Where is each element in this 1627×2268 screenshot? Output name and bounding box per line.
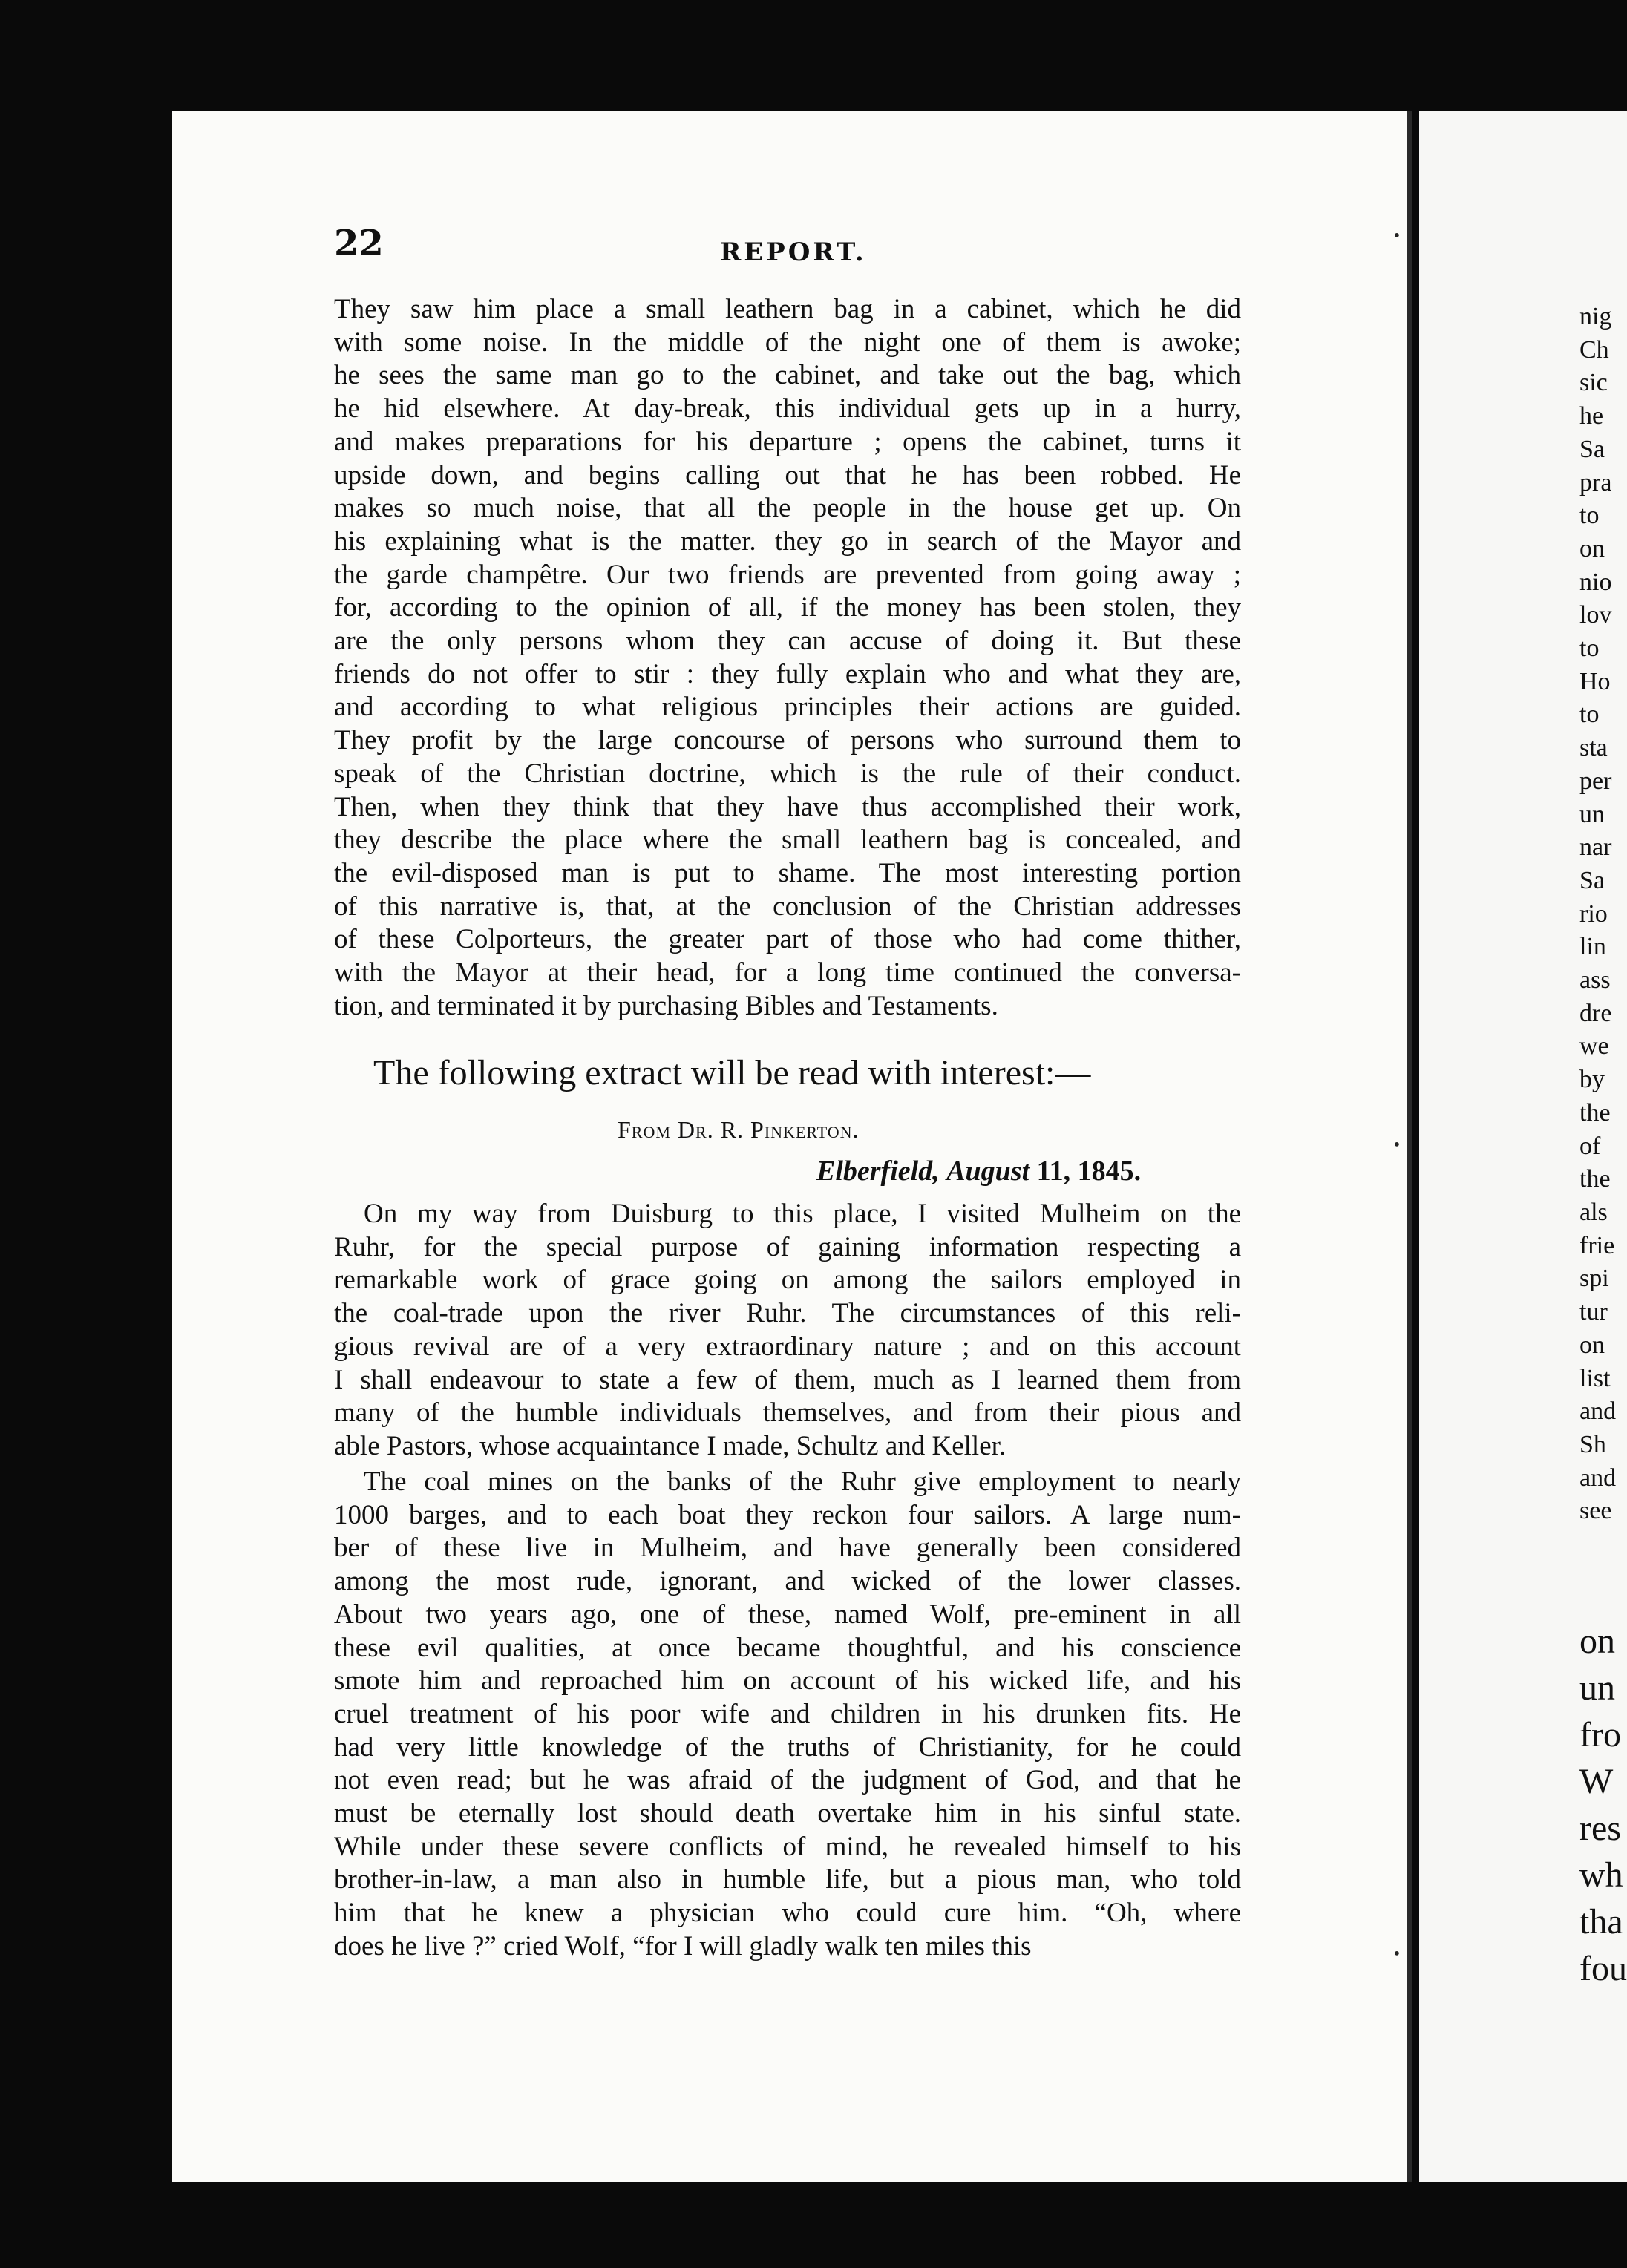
right-page-fragment: fro	[1579, 1715, 1621, 1754]
text-line: I shall endeavour to state a few of them, much as I learned them from	[334, 1364, 1241, 1395]
text-line: Then, when they think that they have thus accomplished their work,	[334, 791, 1241, 822]
right-page-fragment: un	[1579, 1668, 1615, 1708]
text-line: they describe the place where the small leathern bag is concealed, and	[334, 825, 1241, 856]
right-page-fragment: lin	[1579, 933, 1606, 961]
text-line: are the only persons whom they can accuse of doing it. But these	[334, 626, 1241, 657]
text-line: with some noise. In the middle of the night one of them is awoke;	[334, 327, 1241, 358]
text-line: must be eternally lost should death overtake him in his sinful state.	[334, 1798, 1241, 1829]
text-line: many of the humble individuals themselves, and from their pious and	[334, 1397, 1241, 1429]
text-line: cruel treatment of his poor wife and children in his drunken fits. He	[334, 1698, 1241, 1729]
text-line: had very little knowledge of the truths of Christianity, for he could	[334, 1731, 1241, 1763]
page-number: 22	[334, 223, 384, 264]
right-page-fragment: of	[1579, 1132, 1601, 1160]
right-page-fragment: nio	[1579, 568, 1612, 596]
text-line: speak of the Christian doctrine, which is the rule of their conduct.	[334, 758, 1241, 789]
text-line: with the Mayor at their head, for a long time continued the conversa-	[334, 957, 1241, 989]
right-page-fragment: we	[1579, 1032, 1609, 1061]
right-page-fragment: tha	[1579, 1902, 1623, 1941]
text-line: They saw him place a small leathern bag in a cabinet, which he did	[334, 294, 1241, 324]
right-page-fragment: als	[1579, 1198, 1608, 1226]
right-page-fragment: the	[1579, 1098, 1611, 1127]
right-page-fragment: he	[1579, 402, 1604, 430]
right-page-fragment: rio	[1579, 899, 1608, 928]
text-line: ber of these live in Mulheim, and have generally been considered	[334, 1533, 1241, 1564]
right-page-fragment: dre	[1579, 999, 1612, 1027]
text-line: remarkable work of grace going on among the sailors employed in	[334, 1265, 1241, 1296]
right-page-fragment: Ch	[1579, 335, 1609, 364]
text-line: gious revival are of a very extraordinary nature ; and on this account	[334, 1331, 1241, 1362]
text-line: the garde champêtre. Our two friends are prevented from going away ;	[334, 559, 1241, 590]
text-line: these evil qualities, at once became thoughtful, and his conscience	[334, 1632, 1241, 1663]
right-page-fragment: and	[1579, 1397, 1617, 1426]
right-page-fragment: spi	[1579, 1265, 1609, 1293]
right-page-fragment: res	[1579, 1809, 1621, 1848]
paragraph-1	[334, 293, 1241, 1023]
text-line: friends do not offer to stir : they fully explain who and what they are,	[334, 658, 1241, 689]
text-line: upside down, and begins calling out that he has been robbed. He	[334, 459, 1241, 491]
text-line: They profit by the large concourse of persons who surround them to	[334, 725, 1241, 756]
binding-mark: •	[1392, 1135, 1401, 1153]
dateline	[816, 1155, 1141, 1187]
paragraph-3	[334, 1466, 1241, 1964]
right-page-fragment: ass	[1579, 966, 1611, 994]
text-line: of this narrative is, that, at the conclusion of the Christian addresses	[334, 891, 1241, 922]
right-page-fragment: to	[1579, 701, 1600, 729]
text-line: he sees the same man go to the cabinet, and take out the bag, which	[334, 360, 1241, 391]
paragraph-2	[334, 1198, 1241, 1464]
right-page-column-small	[1579, 301, 1627, 1528]
text-line: brother-in-law, a man also in humble life, but a pious man, who told	[334, 1864, 1241, 1895]
right-page-fragment: Sa	[1579, 866, 1605, 894]
right-page-fragment: Sa	[1579, 435, 1605, 463]
text-line: Ruhr, for the special purpose of gaining information respecting a	[334, 1231, 1241, 1262]
right-page-fragment: fou	[1579, 1949, 1627, 1988]
from-line: From Dr. R. Pinkerton.	[618, 1116, 860, 1143]
right-page-fragment: to	[1579, 502, 1600, 530]
text-line: The coal mines on the banks of the Ruhr give employment to nearly	[364, 1466, 1241, 1497]
binding-mark: •	[1392, 1944, 1401, 1962]
running-head: REPORT.	[720, 237, 867, 267]
right-page-fragment: un	[1579, 800, 1605, 828]
right-page-fragment: sta	[1579, 734, 1608, 762]
text-line: does he live ?” cried Wolf, “for I will gladly walk ten miles this	[334, 1930, 1032, 1961]
right-page-fragment: the	[1579, 1165, 1611, 1193]
text-line: not even read; but he was afraid of the judgment of God, and that he	[334, 1765, 1241, 1796]
right-page-fragment: lov	[1579, 601, 1612, 629]
text-line: About two years ago, one of these, named Wolf, pre-eminent in all	[334, 1599, 1241, 1630]
text-line: among the most rude, ignorant, and wicked of the lower classes.	[334, 1566, 1241, 1597]
right-page-fragment: Ho	[1579, 667, 1611, 695]
right-page-fragment: on	[1579, 1331, 1605, 1359]
right-page-fragment: by	[1579, 1066, 1605, 1094]
text-line: and according to what religious principles their actions are guided.	[334, 692, 1241, 723]
right-page-fragment: on	[1579, 1622, 1615, 1661]
text-line: smote him and reproached him on account of his wicked life, and his	[334, 1665, 1241, 1697]
text-line: While under these severe conflicts of mind, he revealed himself to his	[334, 1831, 1241, 1862]
dateline-place: Elberfield,	[816, 1156, 940, 1187]
text-line: makes so much noise, that all the people in the house get up. On	[334, 493, 1241, 524]
right-page-fragment: nig	[1579, 303, 1612, 330]
text-line: On my way from Duisburg to this place, I visited Mulheim on the	[364, 1199, 1241, 1229]
right-page-fragment: per	[1579, 767, 1612, 795]
right-page-fragment: nar	[1579, 833, 1612, 862]
text-line: able Pastors, whose acquaintance I made, Schultz and Keller.	[334, 1430, 1006, 1461]
right-page-fragment: list	[1579, 1364, 1611, 1392]
right-page-fragment: and	[1579, 1464, 1617, 1492]
right-page-fragment: sic	[1579, 369, 1608, 397]
right-page-fragment: to	[1579, 635, 1600, 663]
section-heading: The following extract will be read with interest:—	[373, 1053, 1091, 1092]
text-line: tion, and terminated it by purchasing Bibles and Testaments.	[334, 990, 998, 1021]
text-line: the coal-trade upon the river Ruhr. The circumstances of this reli-	[334, 1298, 1241, 1329]
right-page-fragment: Sh	[1579, 1430, 1606, 1458]
text-line: of these Colporteurs, the greater part of those who had come thither,	[334, 924, 1241, 955]
text-line: he hid elsewhere. At day-break, this individual gets up in a hurry,	[334, 393, 1241, 425]
dateline-rest: 11, 1845.	[1036, 1156, 1142, 1187]
right-page-column-large	[1579, 1618, 1627, 1992]
text-line: and makes preparations for his departure ; opens the cabinet, turns it	[334, 426, 1241, 457]
right-page-fragment: W	[1579, 1762, 1614, 1801]
right-page-fragment: on	[1579, 534, 1605, 563]
right-page-fragment: wh	[1579, 1855, 1623, 1895]
binding-mark: •	[1392, 226, 1401, 244]
text-line: 1000 barges, and to each boat they reckon four sailors. A large num-	[334, 1499, 1241, 1530]
text-line: him that he knew a physician who could cure him. “Oh, where	[334, 1898, 1241, 1929]
right-page-fragment: frie	[1579, 1231, 1615, 1259]
right-page-fragment: see	[1579, 1497, 1612, 1525]
text-line: his explaining what is the matter. they go in search of the Mayor and	[334, 525, 1241, 557]
right-page-fragment: pra	[1579, 468, 1612, 496]
text-line: the evil-disposed man is put to shame. The most interesting portion	[334, 857, 1241, 888]
right-page-fragment: tur	[1579, 1298, 1608, 1326]
dateline-month: August	[946, 1156, 1030, 1187]
page-gutter	[1407, 111, 1412, 2182]
text-line: for, according to the opinion of all, if the money has been stolen, they	[334, 592, 1241, 623]
